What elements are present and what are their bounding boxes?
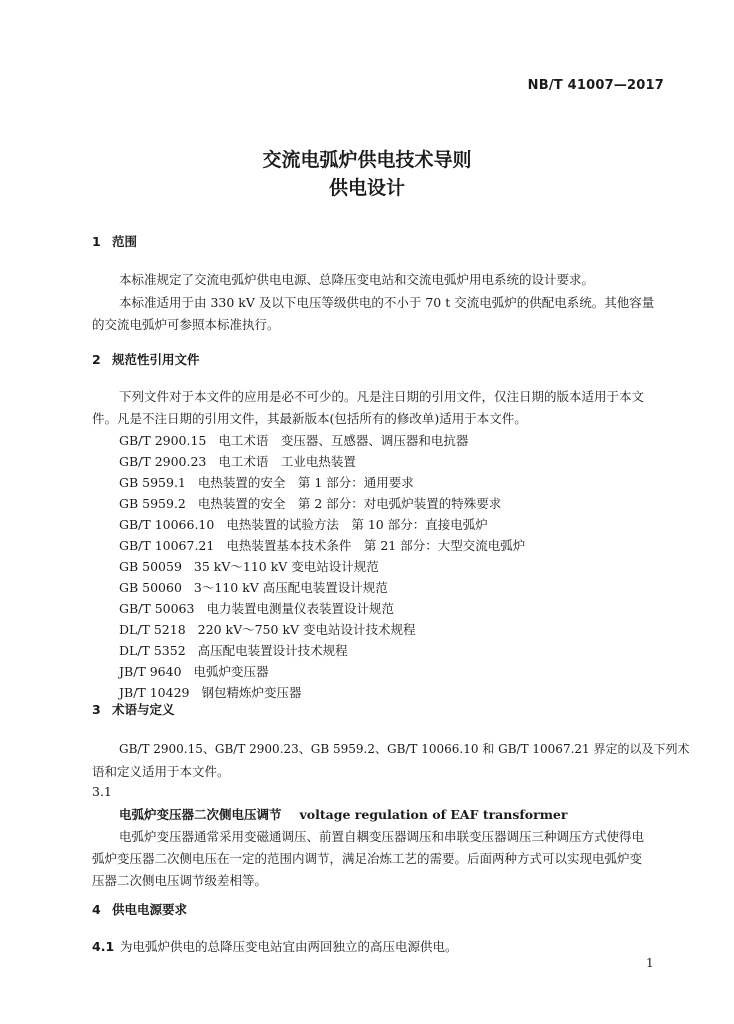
page-number: 1 [646,956,654,970]
section-3-heading [92,700,175,718]
reference-item [119,473,414,491]
reference-item [119,494,501,512]
reference-title: 电力装置电测量仪表装置设计规范 [206,601,394,616]
section-2-heading [92,350,200,368]
reference-item [119,620,416,638]
paragraph-continuation: 的交流电弧炉可参照本标准执行。 [92,317,280,332]
reference-item [119,515,488,533]
section-title: 供电电源要求 [112,902,188,917]
reference-title: 电热装置的安全 第 2 部分：对电弧炉装置的特殊要求 [197,496,502,511]
reference-code: GB 50059 [119,559,182,574]
term-english: voltage regulation of EAF transformer [299,807,568,822]
reference-code: DL/T 5218 [119,622,186,637]
reference-title: 电工术语 变压器、互感器、调压器和电抗器 [218,433,469,448]
section-title: 术语与定义 [112,702,175,717]
reference-code: GB/T 2900.23 [119,454,207,469]
reference-title: 高压配电装置设计技术规程 [197,643,348,658]
reference-title: 35 kV～110 kV 变电站设计规范 [193,559,379,574]
reference-item [119,452,356,470]
definition: 电弧炉变压器通常采用变磁通调压、前置自耦变压器调压和串联变压器调压三种调压方式使得电 [119,829,645,844]
clause-number: 4.1 [92,939,115,954]
reference-item [119,662,269,680]
paragraph: 本标准规定了交流电弧炉供电电源、总降压变电站和交流电弧炉用电系统的设计要求。 [119,272,595,287]
section-title: 规范性引用文件 [112,352,200,367]
reference-code: DL/T 5352 [119,643,186,658]
section-1-heading [92,232,137,250]
reference-title: 电弧炉变压器 [193,664,269,679]
reference-title: 电热装置的试验方法 第 10 部分：直接电弧炉 [226,517,488,532]
reference-code: GB/T 10066.10 [119,517,215,532]
section-4-heading [92,900,187,918]
reference-title: 电热装置基本技术条件 第 21 部分：大型交流电弧炉 [226,538,526,553]
definition-continuation: 压器二次侧电压调节级差相等。 [92,873,268,888]
reference-title: 3～110 kV 高压配电装置设计规范 [193,580,388,595]
reference-code: GB 50060 [119,580,182,595]
reference-code: GB/T 50063 [119,601,195,616]
paragraph: 下列文件对于本文件的应用是必不可少的。凡是注日期的引用文件，仅注日期的版本适用于本文 [119,389,645,404]
reference-title: 电热装置的安全 第 1 部分：通用要求 [197,475,414,490]
section-title: 范围 [112,234,138,249]
term-entry [119,805,567,823]
reference-item [119,431,468,449]
reference-code: GB 5959.2 [119,496,186,511]
paragraph: 本标准适用于由 330 kV 及以下电压等级供电的不小于 70 t 交流电弧炉的供配电系统。其他容量 [119,295,655,310]
document-title: 交流电弧炉供电技术导则 [262,149,472,171]
paragraph-continuation: 件。凡是不注日期的引用文件，其最新版本(包括所有的修改单)适用于本文件。 [92,411,527,426]
reference-title: 电工术语 工业电热装置 [218,454,356,469]
section-number: 2 [92,352,101,367]
reference-code: JB/T 9640 [119,664,182,679]
reference-title: 220 kV～750 kV 变电站设计技术规程 [197,622,416,637]
reference-item [119,599,394,617]
section-number: 1 [92,234,101,249]
reference-title: 钢包精炼炉变压器 [201,685,302,700]
paragraph-continuation: 语和定义适用于本文件。 [92,764,230,779]
section-number: 3 [92,702,101,717]
term-chinese: 电弧炉变压器二次侧电压调节 [119,807,282,822]
standard-number: NB/T 41007—2017 [527,78,664,93]
paragraph: GB/T 2900.15、GB/T 2900.23、GB 5959.2、GB/T 10066.10 和 GB/T 10067.21 界定的以及下列术 [119,742,690,756]
reference-item [119,557,379,575]
clause [92,937,458,955]
definition-continuation: 弧炉变压器二次侧电压在一定的范围内调节，满足冶炼工艺的需要。后面两种方式可以实现电弧炉变 [92,851,643,866]
reference-item [119,536,525,554]
reference-item [119,683,302,701]
document-subtitle: 供电设计 [328,177,405,199]
reference-code: JB/T 10429 [119,685,190,700]
term-number: 3.1 [92,784,112,799]
reference-item [119,641,348,659]
reference-code: GB 5959.1 [119,475,186,490]
clause-text: 为电弧炉供电的总降压变电站宜由两回独立的高压电源供电。 [120,939,458,954]
reference-item [119,578,388,596]
reference-code: GB/T 10067.21 [119,538,215,553]
section-number: 4 [92,902,101,917]
reference-code: GB/T 2900.15 [119,433,207,448]
